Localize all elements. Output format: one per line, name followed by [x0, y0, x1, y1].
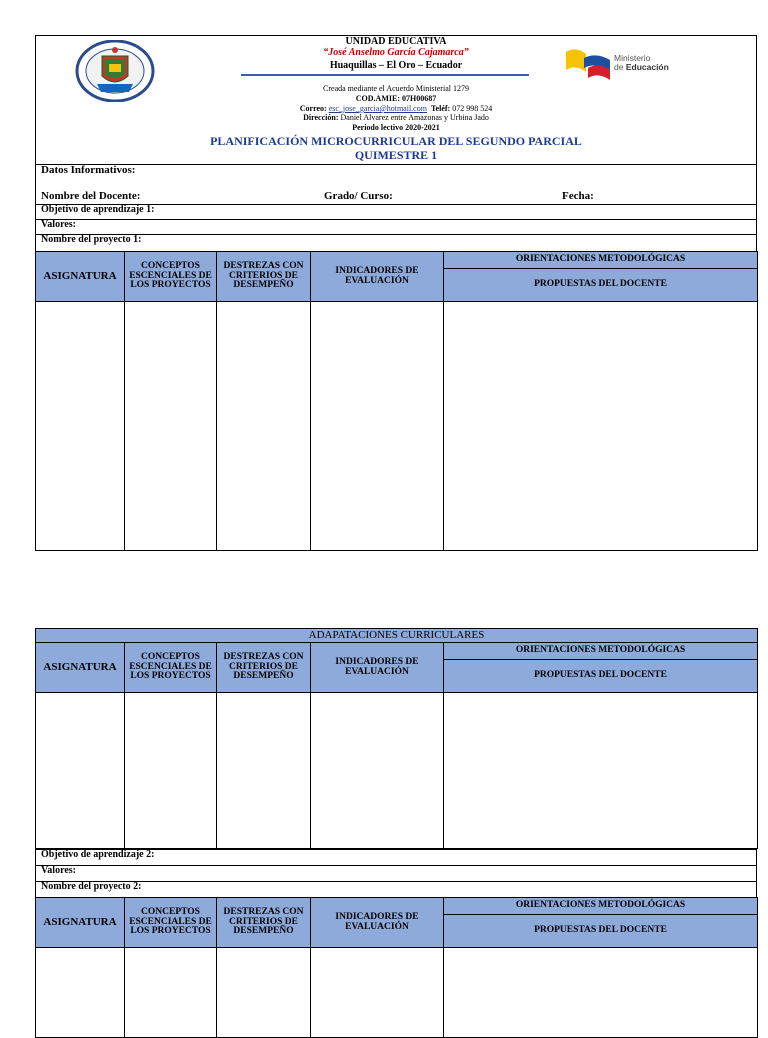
- cell-propuestas[interactable]: [444, 302, 758, 551]
- col-indicadores: INDICADORES DE EVALUACIÓN: [311, 252, 444, 302]
- col-propuestas: PROPUESTAS DEL DOCENTE: [444, 915, 758, 948]
- col-destrezas: DESTREZAS CON CRITERIOS DE DESEMPEÑO: [217, 898, 311, 948]
- objective-1-field[interactable]: Objetivo de aprendizaje 1:: [35, 205, 757, 220]
- cell-conceptos[interactable]: [125, 693, 217, 849]
- school-type: UNIDAD EDUCATIVA: [345, 36, 447, 47]
- planning-table-1: [35, 251, 758, 551]
- cell-conceptos[interactable]: [125, 302, 217, 551]
- col-asignatura: ASIGNATURA: [36, 898, 125, 948]
- cell-indicadores[interactable]: [311, 948, 444, 1038]
- col-conceptos: CONCEPTOS ESCENCIALES DE LOS PROYECTOS: [125, 643, 217, 693]
- col-indicadores: INDICADORES DE EVALUACIÓN: [311, 898, 444, 948]
- col-orientaciones: ORIENTACIONES METODOLÓGICAS: [444, 643, 758, 660]
- address-value: Daniel Alvarez entre Amazonas y Urbina Jado: [340, 113, 489, 122]
- info-section: [35, 165, 757, 205]
- ministry-line1: Ministerio: [614, 53, 651, 63]
- amie-code: COD.AMIE: 07H00687: [355, 94, 437, 103]
- col-asignatura: ASIGNATURA: [36, 252, 125, 302]
- school-name: “José Anselmo García Cajamarca”: [323, 47, 469, 58]
- cell-conceptos[interactable]: [125, 948, 217, 1038]
- term-title: QUIMESTRE 1: [354, 148, 438, 162]
- creation-decree: Creada mediante el Acuerdo Ministerial 1279: [323, 84, 469, 93]
- cell-propuestas[interactable]: [444, 948, 758, 1038]
- teacher-name-field[interactable]: Nombre del Docente:: [41, 190, 141, 202]
- col-destrezas: DESTREZAS CON CRITERIOS DE DESEMPEÑO: [217, 252, 311, 302]
- cell-indicadores[interactable]: [311, 693, 444, 849]
- plan-title: PLANIFICACIÓN MICROCURRICULAR DEL SEGUNDO PARCIAL: [210, 134, 582, 148]
- cell-asignatura[interactable]: [36, 693, 125, 849]
- col-conceptos: CONCEPTOS ESCENCIALES DE LOS PROYECTOS: [125, 898, 217, 948]
- ministry-logo: [564, 46, 684, 86]
- document-header: [35, 35, 757, 165]
- cell-asignatura[interactable]: [36, 948, 125, 1038]
- phone-label: Teléf:: [430, 104, 451, 113]
- project-2-field[interactable]: Nombre del proyecto 2:: [35, 882, 757, 898]
- col-destrezas: DESTREZAS CON CRITERIOS DE DESEMPEÑO: [217, 643, 311, 693]
- adaptations-title: ADAPATACIONES CURRICULARES: [36, 629, 758, 643]
- ministry-line2: de Educación: [614, 62, 669, 73]
- project-1-field[interactable]: Nombre del proyecto 1:: [35, 235, 757, 252]
- cell-propuestas[interactable]: [444, 693, 758, 849]
- grade-course-field[interactable]: Grado/ Curso:: [324, 190, 393, 202]
- date-field[interactable]: Fecha:: [562, 190, 594, 202]
- values-1-field[interactable]: Valores:: [35, 220, 757, 235]
- school-location: Huaquillas – El Oro – Ecuador: [329, 60, 463, 71]
- col-orientaciones: ORIENTACIONES METODOLÓGICAS: [444, 898, 758, 915]
- cell-destrezas[interactable]: [217, 948, 311, 1038]
- email-label: Correo:: [299, 104, 327, 113]
- col-conceptos: CONCEPTOS ESCENCIALES DE LOS PROYECTOS: [125, 252, 217, 302]
- col-orientaciones: ORIENTACIONES METODOLÓGICAS: [444, 252, 758, 269]
- values-2-field[interactable]: Valores:: [35, 866, 757, 882]
- col-indicadores: INDICADORES DE EVALUACIÓN: [311, 643, 444, 693]
- planning-table-2: [35, 897, 758, 1038]
- cell-destrezas[interactable]: [217, 302, 311, 551]
- header-divider: [241, 74, 529, 76]
- adaptations-table: [35, 628, 758, 849]
- col-propuestas: PROPUESTAS DEL DOCENTE: [444, 269, 758, 302]
- school-period: Periodo lectivo 2020-2021: [352, 123, 440, 132]
- address-label: Dirección:: [303, 113, 339, 122]
- ministry-flag-icon: [564, 46, 612, 86]
- cell-indicadores[interactable]: [311, 302, 444, 551]
- cell-asignatura[interactable]: [36, 302, 125, 551]
- email-link[interactable]: esc_jose_garcia@hotmail.com: [328, 104, 427, 113]
- phone-number: 072 998 524: [452, 104, 493, 113]
- cell-destrezas[interactable]: [217, 693, 311, 849]
- contact-line: [36, 105, 756, 113]
- objective-2-field[interactable]: Objetivo de aprendizaje 2:: [35, 849, 757, 866]
- info-heading: Datos Informativos:: [41, 164, 136, 176]
- col-asignatura: ASIGNATURA: [36, 643, 125, 693]
- col-propuestas: PROPUESTAS DEL DOCENTE: [444, 660, 758, 693]
- address-line: [36, 114, 756, 122]
